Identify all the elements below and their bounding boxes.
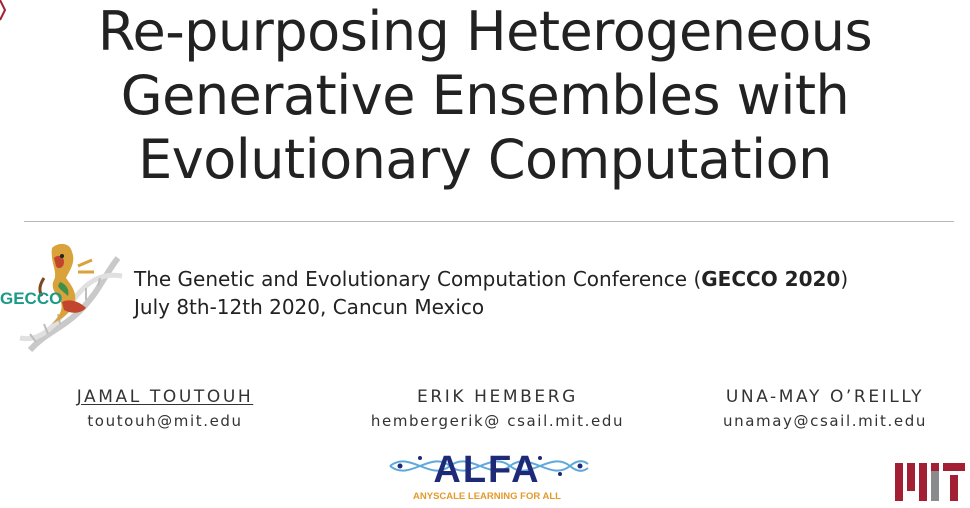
conference-name: The Genetic and Evolutionary Computation Conference (	[134, 267, 702, 291]
author-2	[350, 386, 645, 432]
author-email: hembergerik@ csail.mit.edu	[370, 412, 625, 430]
conference-name-close: )	[840, 267, 849, 291]
author-name: UNA-MAY O’REILLY	[725, 387, 925, 407]
conference-name-line	[134, 265, 848, 293]
author-name: ERIK HEMBERG	[417, 387, 578, 407]
alfa-logo	[385, 444, 590, 506]
slide-title	[0, 0, 970, 192]
conference-info	[134, 265, 848, 321]
title-divider	[24, 221, 954, 222]
alfa-logo-text: ALFA	[433, 449, 541, 491]
author-email: toutouh@mit.edu	[87, 412, 243, 430]
conference-date-location: July 8th-12th 2020, Cancun Mexico	[134, 295, 485, 319]
conference-acronym: GECCO 2020	[701, 267, 841, 291]
mit-logo	[895, 463, 965, 501]
title-line-2: Generative Ensembles with	[120, 64, 850, 127]
title-line-3: Evolutionary Computation	[138, 128, 832, 191]
author-3	[700, 386, 950, 432]
gecco-logo-text: GECCO	[0, 289, 63, 308]
title-line-1: Re-purposing Heterogeneous	[97, 0, 873, 63]
alfa-tagline: ANYSCALE LEARNING FOR ALL	[413, 491, 561, 502]
gecco-logo	[0, 238, 130, 358]
author-1	[50, 386, 280, 432]
author-email: unamay@csail.mit.edu	[723, 412, 927, 430]
author-name: JAMAL TOUTOUH	[76, 387, 254, 407]
